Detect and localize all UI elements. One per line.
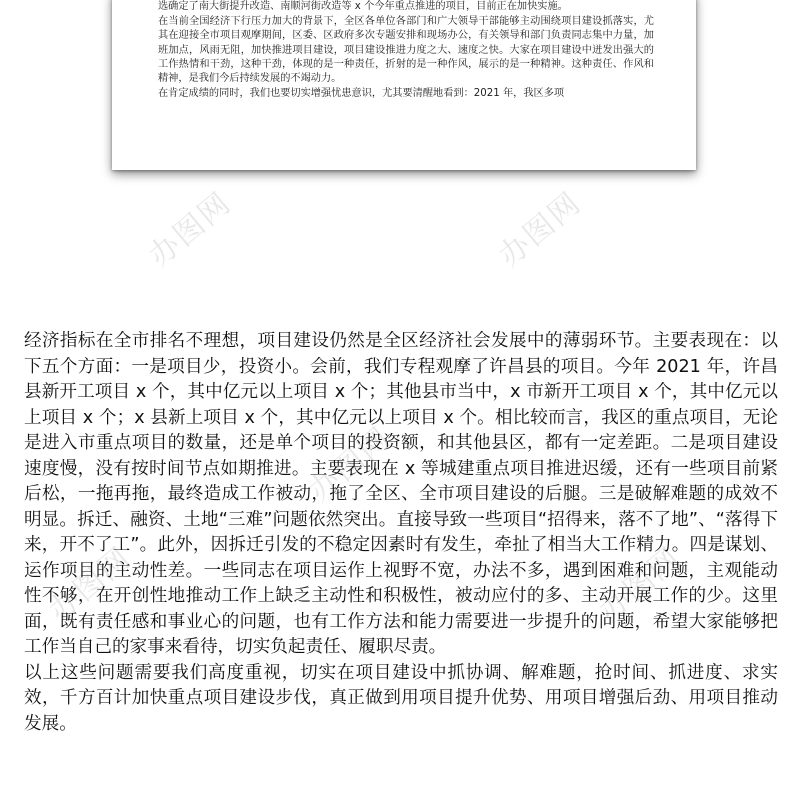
preview-text: [158, 0, 654, 101]
preview-paragraph: 在肯定成绩的同时，我们也要切实增强忧患意识，尤其要清醒地看到：2021 年，我区多项: [158, 87, 565, 99]
preview-paragraph: 选确定了南大街提升改造、南顺河街改造等 x 个今年重点推进的项目，目前正在加快实施。: [158, 1, 568, 13]
watermark: 办图网: [302, 420, 399, 509]
preview-paragraph: 在当前全国经济下行压力加大的背景下，全区各单位各部门和广大领导干部能够主动围绕项目建设抓落实，尤其在迎接全市项目观摩期间，区委、区政府多次专题安排和现场办公，有关领导和部门负责同志集中力量，加班加点，风雨无阻，加快推进项目建设，项目建设推进力度之大、速度之快。大家在项目建设中迸发出强大的工作热情和干劲，这种干劲，体现的是一种责任，折射的是一种作风，展示的是一种精神。这种责任、作风和精神，是我们今后持续发展的不竭动力。: [158, 15, 654, 85]
watermark: 办图网: [42, 540, 139, 629]
watermark: 办图网: [492, 185, 589, 274]
watermark: 办图网: [592, 540, 689, 629]
document-preview-card: [112, 0, 696, 170]
document-body: [24, 329, 778, 737]
body-paragraph: 经济指标在全市排名不理想，项目建设仍然是全区经济社会发展中的薄弱环节。主要表现在：以下五个方面：一是项目少，投资小。会前，我们专程观摩了许昌县的项目。今年 2021 年，许昌县新开工项目 x 个，其中亿元以上项目 x 个；其他县市当中，x 市新开工项目 x 个，其中亿元以上项目 x 个；x 县新上项目 x 个，其中亿元以上项目 x 个。相比较而言，我区的重点项目，无论是进入市重点项目的数量，还是单个项目的投资额，和其他县区，都有一定差距。二是项目建设速度慢，没有按时间节点如期推进。主要表现在 x 等城建重点项目推进迟缓，还有一些项目前紧后松，一拖再拖，最终造成工作被动，拖了全区、全市项目建设的后腿。三是破解难题的成效不明显。拆迁、融资、土地“三难”问题依然突出。直接导致一些项目“招得来，落不了地”、“落得下来，开不了工”。此外，因拆迁引发的不稳定因素时有发生，牵扯了相当大工作精力。四是谋划、运作项目的主动性差。一些同志在项目运作上视野不宽，办法不多，遇到困难和问题，主观能动性不够，在开创性地推动工作上缺乏主动性和积极性，被动应付的多、主动开展工作的少。这里面，既有责任感和事业心的问题，也有工作方法和能力需要进一步提升的问题，希望大家能够把工作当自己的家事来看待，切实负起责任、履职尽责。: [24, 331, 778, 657]
body-paragraph: 以上这些问题需要我们高度重视，切实在项目建设中抓协调、解难题，抢时间、抓进度、求实效，千方百计加快重点项目建设步伐，真正做到用项目提升优势、用项目增强后劲、用项目推动发展。: [24, 662, 778, 734]
watermark: 办图网: [142, 185, 239, 274]
